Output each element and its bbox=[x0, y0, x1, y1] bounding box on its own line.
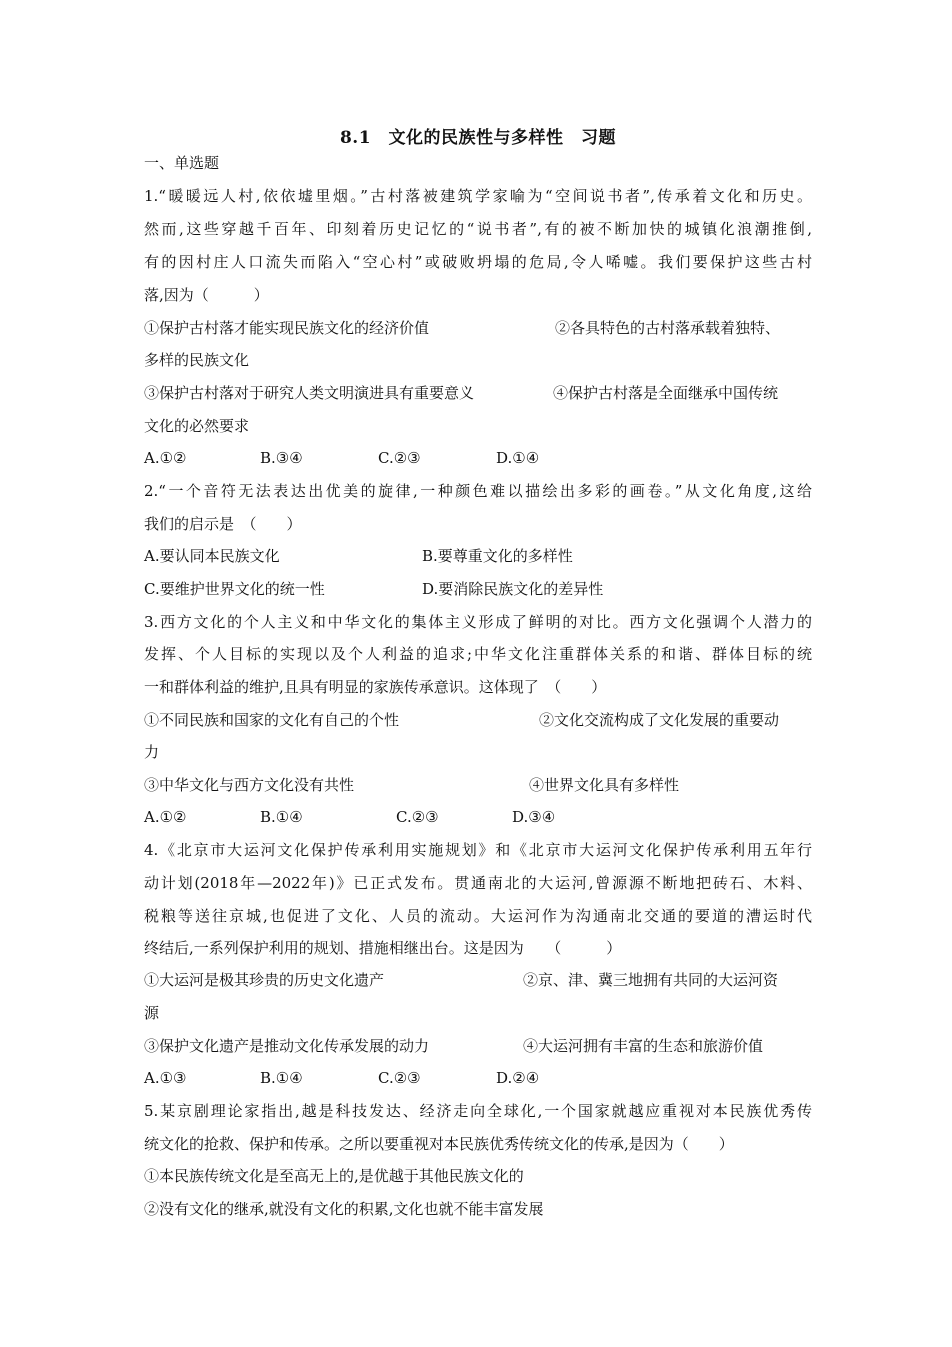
question-3-text: 3.西方文化的个人主义和中华文化的集体主义形成了鲜明的对比。西方文化强调个人潜力的 bbox=[144, 613, 812, 631]
question-2-text: 我们的启示是 （ ） bbox=[144, 515, 302, 533]
choice-d: D.要消除民族文化的差异性 bbox=[422, 580, 604, 598]
choice-b: B.①④ bbox=[260, 1069, 303, 1087]
choice-d: D.③④ bbox=[512, 808, 556, 826]
question-5-text: 5.某京剧理论家指出,越是科技发达、经济走向全球化,一个国家就越应重视对本民族优秀传 bbox=[144, 1102, 812, 1120]
document-title: 8.1 文化的民族性与多样性 习题 bbox=[339, 128, 617, 148]
statement-item: ③保护文化遗产是推动文化传承发展的动力 bbox=[144, 1037, 430, 1055]
choice-a: A.①③ bbox=[144, 1069, 187, 1087]
statement-item: ①大运河是极其珍贵的历史文化遗产 bbox=[144, 971, 385, 989]
statement-item: ①不同民族和国家的文化有自己的个性 bbox=[144, 711, 400, 729]
statement-item: ②京、津、冀三地拥有共同的大运河资 bbox=[523, 971, 779, 989]
question-4-text: 终结后,一系列保护利用的规划、措施相继出台。这是因为 （ ） bbox=[144, 939, 622, 957]
choice-a: A.要认同本民族文化 bbox=[144, 547, 280, 565]
section-heading: 一、单选题 bbox=[144, 154, 220, 172]
choice-b: B.①④ bbox=[260, 808, 303, 826]
choice-b: B.③④ bbox=[260, 449, 303, 467]
choice-d: D.①④ bbox=[496, 449, 540, 467]
statement-item: ②文化交流构成了文化发展的重要动 bbox=[539, 711, 780, 729]
question-1-text: 然而,这些穿越千百年、印刻着历史记忆的“说书者”,有的被不断加快的城镇化浪潮推倒, bbox=[144, 220, 812, 238]
question-4-text: 动计划(2018年—2022年)》已正式发布。贯通南北的大运河,曾源源不断地把砖石、木料、 bbox=[144, 874, 812, 892]
question-3-text: 一和群体利益的维护,且具有明显的家族传承意识。这体现了 （ ） bbox=[144, 678, 607, 696]
statement-item: 文化的必然要求 bbox=[144, 417, 250, 435]
question-1-text: 有的因村庄人口流失而陷入“空心村”或破败坍塌的危局,令人唏嘘。我们要保护这些古村 bbox=[144, 253, 812, 271]
statement-item: 多样的民族文化 bbox=[144, 351, 250, 369]
question-4-text: 4.《北京市大运河文化保护传承利用实施规划》和《北京市大运河文化保护传承利用五年行 bbox=[144, 841, 812, 859]
statement-item: ③中华文化与西方文化没有共性 bbox=[144, 776, 355, 794]
statement-item: ④大运河拥有丰富的生态和旅游价值 bbox=[523, 1037, 764, 1055]
question-1-text: 落,因为（ ） bbox=[144, 286, 269, 304]
choice-a: A.①② bbox=[144, 449, 187, 467]
statement-item: 源 bbox=[144, 1004, 160, 1022]
choice-a: A.①② bbox=[144, 808, 187, 826]
question-3-text: 发挥、个人目标的实现以及个人利益的追求;中华文化注重群体关系的和谐、群体目标的统 bbox=[144, 645, 812, 663]
statement-item: ②各具特色的古村落承载着独特、 bbox=[555, 319, 781, 337]
choice-c: C.②③ bbox=[396, 808, 439, 826]
choice-c: C.②③ bbox=[378, 1069, 421, 1087]
statement-item: ①保护古村落才能实现民族文化的经济价值 bbox=[144, 319, 430, 337]
choice-d: D.②④ bbox=[496, 1069, 540, 1087]
question-1-text: 1.“暖暖远人村,依依墟里烟。”古村落被建筑学家喻为“空间说书者”,传承着文化和历史。 bbox=[144, 187, 812, 205]
choice-b: B.要尊重文化的多样性 bbox=[422, 547, 573, 565]
statement-item: ②没有文化的继承,就没有文化的积累,文化也就不能丰富发展 bbox=[144, 1200, 544, 1218]
statement-item: ①本民族传统文化是至高无上的,是优越于其他民族文化的 bbox=[144, 1167, 524, 1185]
question-4-text: 税粮等送往京城,也促进了文化、人员的流动。大运河作为沟通南北交通的要道的漕运时代 bbox=[144, 907, 812, 925]
question-5-text: 统文化的抢救、保护和传承。之所以要重视对本民族优秀传统文化的传承,是因为（ ） bbox=[144, 1135, 734, 1153]
statement-item: ③保护古村落对于研究人类文明演进具有重要意义 bbox=[144, 384, 475, 402]
question-2-text: 2.“一个音符无法表达出优美的旋律,一种颜色难以描绘出多彩的画卷。”从文化角度,这给 bbox=[144, 482, 812, 500]
statement-item: 力 bbox=[144, 743, 160, 761]
choice-c: C.要维护世界文化的统一性 bbox=[144, 580, 325, 598]
statement-item: ④世界文化具有多样性 bbox=[529, 776, 680, 794]
statement-item: ④保护古村落是全面继承中国传统 bbox=[553, 384, 779, 402]
choice-c: C.②③ bbox=[378, 449, 421, 467]
